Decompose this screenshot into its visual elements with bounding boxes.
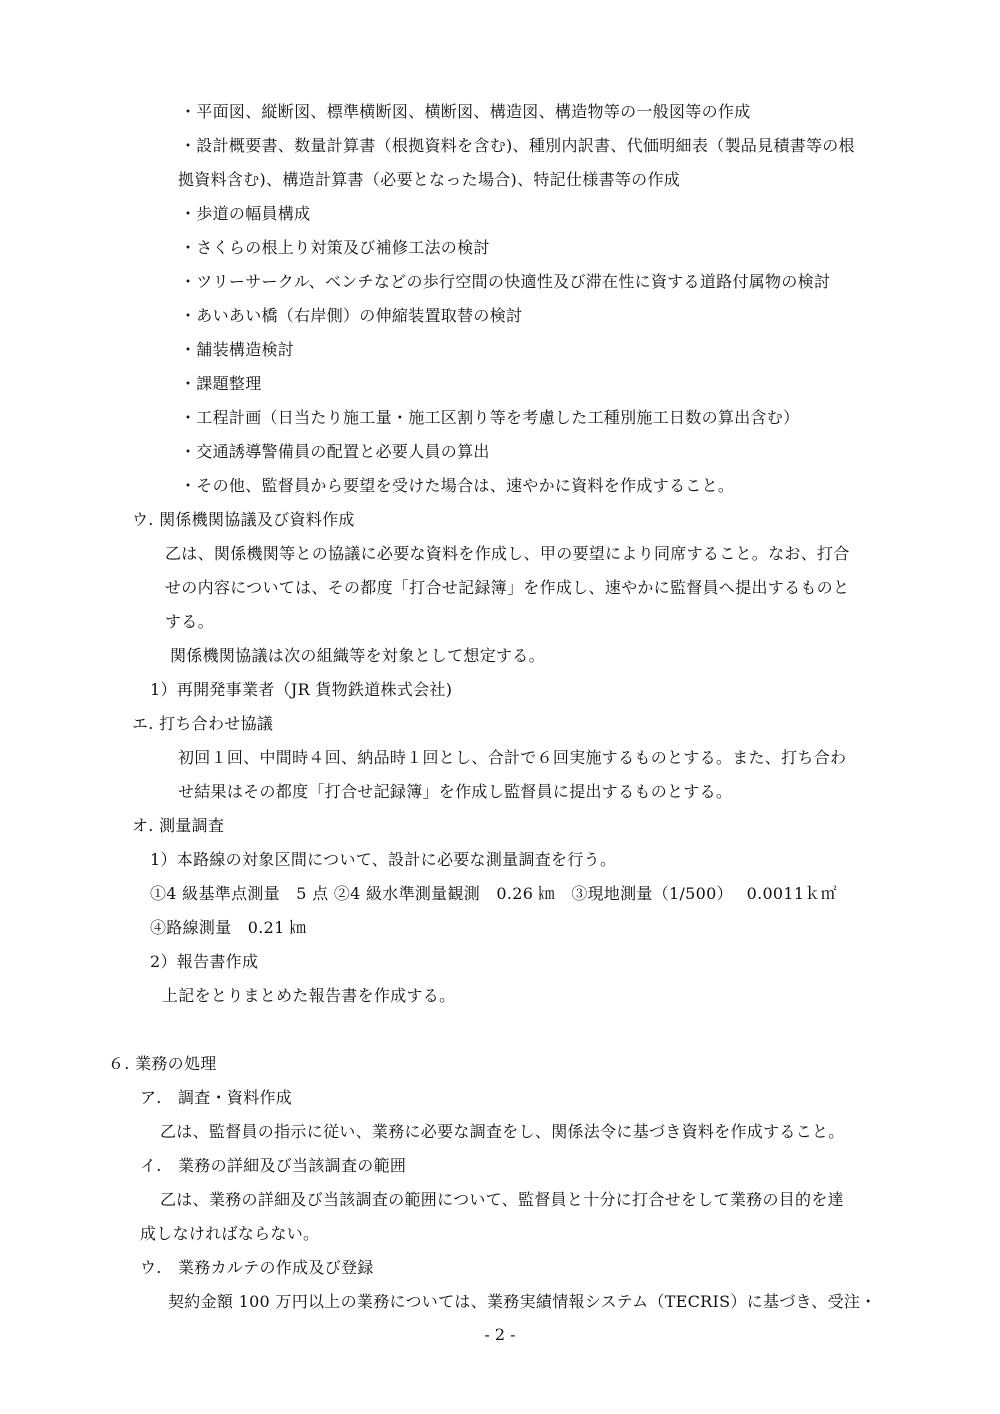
text-line: ・平面図、縦断図、標準横断図、横断図、構造図、構造物等の一般図等の作成 <box>180 102 751 121</box>
text-line: 上記をとりまとめた報告書を作成する。 <box>162 986 456 1005</box>
text-line: する。 <box>165 612 214 631</box>
text-line: ・あいあい橋（右岸側）の伸縮装置取替の検討 <box>180 306 523 325</box>
text-line: せの内容については、その都度「打合せ記録簿」を作成し、速やかに監督員へ提出するものと <box>165 578 850 597</box>
chapter-heading: ６. 業務の処理 <box>108 1054 217 1073</box>
text-line: ・交通誘導警備員の配置と必要人員の算出 <box>180 442 490 461</box>
section-heading: オ. 測量調査 <box>132 816 225 835</box>
section-heading: ウ. 関係機関協議及び資料作成 <box>132 510 355 529</box>
list-item: 1）本路線の対象区間について、設計に必要な測量調査を行う。 <box>150 850 617 869</box>
text-line: せ結果はその都度「打合せ記録簿」を作成し監督員に提出するものとする。 <box>178 782 733 801</box>
text-line: ・その他、監督員から要望を受けた場合は、速やかに資料を作成すること。 <box>180 476 735 495</box>
text-line: 乙は、監督員の指示に従い、業務に必要な調査をし、関係法令に基づき資料を作成すること。 <box>160 1122 845 1141</box>
text-line: ・課題整理 <box>180 374 262 393</box>
text-line: 初回１回、中間時４回、納品時１回とし、合計で６回実施するものとする。また、打ち合わ <box>178 748 847 767</box>
text-line: 拠資料含む)、構造計算書（必要となった場合)、特記仕様書等の作成 <box>178 170 681 189</box>
text-line: 乙は、関係機関等との協議に必要な資料を作成し、甲の要望により同席すること。なお、打合 <box>165 544 850 563</box>
section-heading: ア. 調査・資料作成 <box>140 1088 293 1107</box>
section-heading: イ. 業務の詳細及び当該調査の範囲 <box>140 1156 407 1175</box>
text-line: ・ツリーサークル、ベンチなどの歩行空間の快適性及び滞在性に資する道路付属物の検討 <box>180 272 831 291</box>
list-item: 1）再開発事業者（JR 貨物鉄道株式会社) <box>150 680 453 699</box>
text-line: ④路線測量 0.21 ㎞ <box>150 918 307 937</box>
text-line: ・さくらの根上り対策及び補修工法の検討 <box>180 238 490 257</box>
section-heading: エ. 打ち合わせ協議 <box>132 714 274 733</box>
text-line: 契約金額 100 万円以上の業務については、業務実績情報システム（TECRIS）に基づき、受注・ <box>168 1292 877 1311</box>
text-line: 関係機関協議は次の組織等を対象として想定する。 <box>170 646 545 665</box>
text-line: ・歩道の幅員構成 <box>180 204 311 223</box>
text-line: ①4 級基準点測量 5 点 ②4 級水準測量観測 0.26 ㎞ ③現地測量（1/500） 0.0011ｋ㎡ <box>150 884 837 903</box>
list-item: 2）報告書作成 <box>150 952 259 971</box>
text-line: ・舗装構造検討 <box>180 340 295 359</box>
text-line: 成しなければならない。 <box>140 1224 320 1243</box>
section-heading: ウ. 業務カルテの作成及び登録 <box>140 1258 374 1277</box>
text-line: ・設計概要書、数量計算書（根拠資料を含む)、種別内訳書、代価明細表（製品見積書等の根 <box>180 136 855 155</box>
text-line: ・工程計画（日当たり施工量・施工区割り等を考慮した工種別施工日数の算出含む） <box>180 408 800 427</box>
page-number: - 2 - <box>484 1325 516 1344</box>
text-line: 乙は、業務の詳細及び当該調査の範囲について、監督員と十分に打合せをして業務の目的を達 <box>160 1190 844 1209</box>
